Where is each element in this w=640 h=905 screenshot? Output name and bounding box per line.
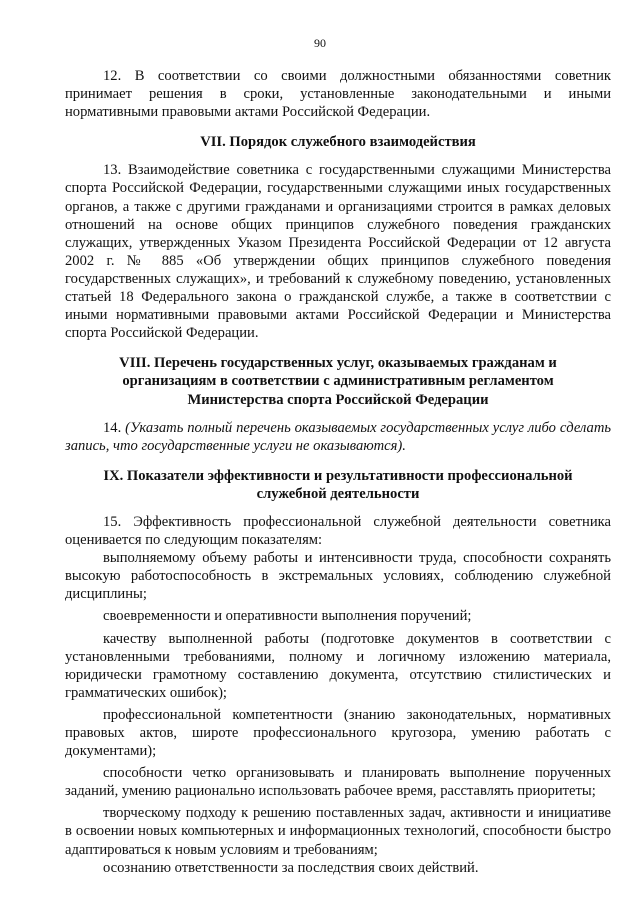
section-heading-9	[65, 467, 611, 503]
indicator-item: профессиональной компетентности (знанию законодательных, нормативных правовых актов, широте профессионального кругозора, умению работать с документами);	[65, 706, 611, 760]
paragraph-13: 13. Взаимодействие советника с государственными служащими Министерства спорта Российской Федерации, государственными служащими иных государственных органов, а также с другими гражданами и организациями строится в рамках деловых отношений на основе общих принципов служебного поведения гражданских служащих, утвержденных Указом Президента Российской Федерации от 12 августа 2002 г. № 885 «Об утверждении общих принципов служебного поведения государственных служащих», и требований к служебному поведению, установленных статьей 18 Федерального закона о гражданской службе, а также в соответствии с иными нормативными правовыми актами Российской Федерации и Министерства спорта Российской Федерации.	[65, 162, 611, 342]
paragraph-12: 12. В соответствии со своими должностными обязанностями советник принимает решения в сроки, установленные законодательными и иными нормативными правовыми актами Российской Федерации.	[65, 68, 611, 121]
paragraph-14-instruction: (Указать полный перечень оказываемых государственных услуг либо сделать запись, что государственные услуги не оказываются).	[65, 419, 611, 454]
indicator-item: своевременности и оперативности выполнения поручений;	[103, 608, 472, 625]
indicator-item: способности четко организовывать и планировать выполнение порученных заданий, умению рационально использовать рабочее время, расставлять приоритеты;	[65, 765, 611, 800]
section-heading-8-line-3: Министерства спорта Российской Федерации	[187, 391, 489, 408]
paragraph-14-number: 14.	[103, 419, 122, 436]
paragraph-14	[65, 419, 611, 455]
indicator-item: выполняемому объему работы и интенсивности труда, способности сохранять высокую работоспособность в экстремальных условиях, соблюдению служебной дисциплины;	[65, 550, 611, 603]
section-heading-8-line-1: VIII. Перечень государственных услуг, оказываемых гражданам и	[119, 355, 557, 372]
indicator-item: осознанию ответственности за последствия своих действий.	[103, 859, 479, 876]
paragraph-15: 15. Эффективность профессиональной служебной деятельности советника оценивается по следующим показателям:	[65, 513, 611, 549]
section-heading-8	[65, 354, 611, 408]
section-heading-9-line-2: служебной деятельности	[256, 485, 420, 502]
section-heading-8-line-2: организациям в соответствии с административным регламентом	[122, 373, 554, 390]
section-heading-7: VII. Порядок служебного взаимодействия	[200, 134, 476, 151]
page-number: 90	[314, 36, 326, 50]
section-heading-9-line-1: IX. Показатели эффективности и результативности профессиональной	[103, 467, 573, 484]
indicator-item: творческому подходу к решению поставленных задач, активности и инициативе в освоении новых компьютерных и информационных технологий, способности быстро адаптироваться к новым условиям и требованиям;	[65, 805, 611, 858]
indicator-item: качеству выполненной работы (подготовке документов в соответствии с установленными требованиями, полному и логичному изложению материала, юридически грамотному составлению документа, отсутствию стилистических и грамматических ошибок);	[65, 630, 611, 701]
document-body	[65, 67, 611, 877]
